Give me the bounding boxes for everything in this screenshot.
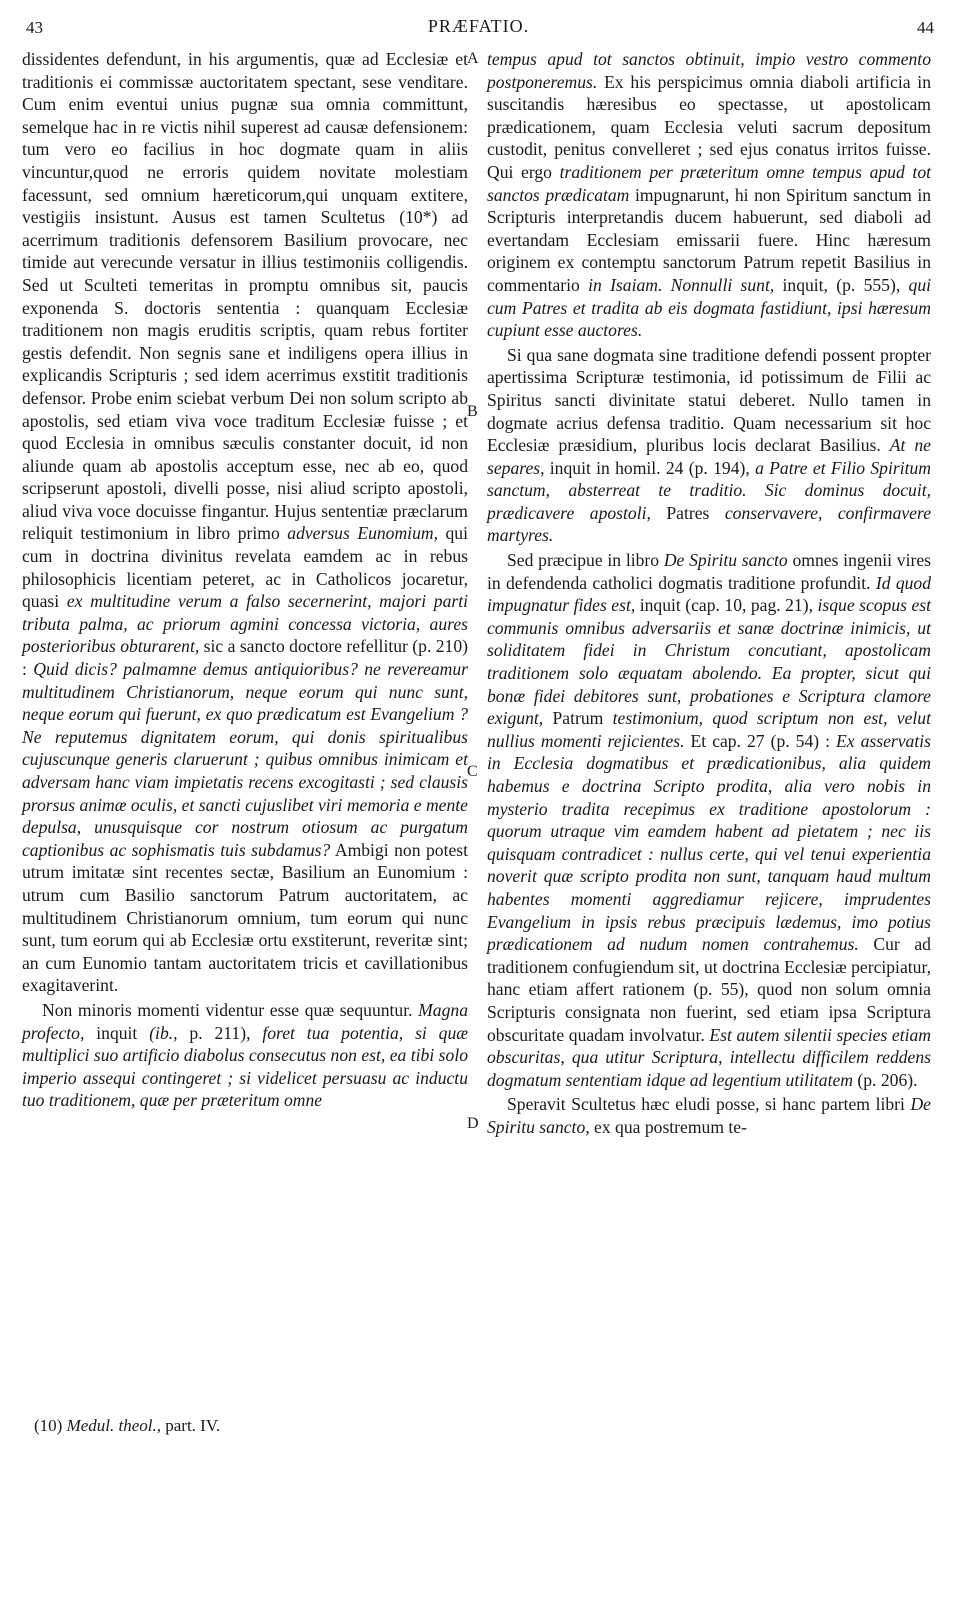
footnote-source: Medul. theol., xyxy=(66,1416,161,1435)
page-number-left: 43 xyxy=(26,18,43,37)
left-column xyxy=(22,48,468,1112)
footnote xyxy=(34,1416,220,1436)
margin-marker-b: B xyxy=(467,403,478,420)
right-paragraph-3: Sed præcipue in libro De Spiritu sancto omnes ingenii vires in defendenda catholici dogmatis traditione profundit. Id quod impugnatur fides est, inquit (cap. 10, pag. 21), isque scopus est communis omnibus adversariis et sanæ doctrinæ inimicis, ut soliditatem fidei in Christum concutiant, apostolicam traditionem solo æquatam abolendo. Ea propter, sicut qui bonæ fidei debitores sunt, probationes e Scriptura clamore exigunt, Patrum testimonium, quod scriptum non est, velut nullius momenti rejicientes. Et cap. 27 (p. 54) : Ex asservatis in Ecclesia dogmatibus et prædicationibus, alia quidem habemus e doctrina Scripto prodita, alia vero nobis in mysterio tradita recepimus ex traditione apostolorum : quorum utraque vim eamdem habent ad pietatem ; nec iis quisquam contradicet : nullus certe, qui vel tenui experientia noverit quæ scripto prodita non sunt, tanquam haud multum habentes momenti aggrediamur rejicere, imprudentes Evangelium in ipsis rebus præcipuis lædemus, imo potius prædicationem ad nudum nomen contrahemus. Cur ad traditionem confugiendum sit, ut doctrina Ecclesiæ percipiatur, hanc etiam affert rationem (p. 55), quod non solum omnia Scripturis consignata non fuerint, sed etiam ipsa Scriptura obscuritate quadam involvatur. Est autem silentii species etiam obscuritas, qua utitur Scriptura, intellectu difficilem reddens dogmatum sententiam idque ad legentium utilitatem (p. 206). xyxy=(487,550,932,1090)
margin-marker-d: D xyxy=(467,1115,479,1132)
page-number-right: 44 xyxy=(917,18,934,37)
running-head: PRÆFATIO. xyxy=(427,16,530,36)
footnote-text: part. IV. xyxy=(165,1416,221,1435)
right-column xyxy=(487,48,931,1139)
left-paragraph-2: Non minoris momenti videntur esse quæ sequuntur. Magna profecto, inquit (ib., p. 211), foret tua potentia, si quæ multiplici suo artificio diabolus consecutus non est, ea tibi solo imperio assequi contingeret ; si videlicet persuasu ac inductu tuo traditionem, quæ per præteritum omne xyxy=(22,999,469,1111)
margin-marker-a: A xyxy=(467,50,479,67)
margin-marker-c: C xyxy=(467,763,478,780)
right-paragraph-2: Si qua sane dogmata sine traditione defendi possent propter apertissima Scripturæ testimonia, id potissimum de Filii ac Spiritus sancti divinitate statui deberet. Nullo tamen in dogmate acrius defensa traditio. Quam necessarium sit hoc Ecclesiæ præsidium, pluribus locis declarat Basilius. At ne separes, inquit in homil. 24 (p. 194), a Patre et Filio Spiritum sanctum, absterreat te traditio. Sic dominus docuit, prædicavere apostoli, Patres conservavere, confirmavere martyres. xyxy=(487,344,931,546)
left-paragraph-1: dissidentes defendunt, in his argumentis, quæ ad Ecclesiæ et traditionis ei commissæ auctoritatem spectant, sese venditare. Cum enim eventui unius pugnæ sua omnia committunt, semelque hac in re victis nihil superest ad causæ defensionem: tum vero eo facilius in hoc dogmate quam in aliis vincuntur,quod ne erroris quidem novitate molestiam facessunt, sed omnium hæreticorum,qui unquam extitere, vestigiis insistunt. Ausus est tamen Scultetus (10*) ad acerrimum traditionis defensorem Basilium provocare, nec timide aut verecunde versatur in illius testimoniis colligendis. Sed ut Sculteti temeritas in promptu omnibus sit, paucis exponenda S. doctoris sententia : quanquam Ecclesiæ traditionem non magis eruditis scriptis, quam rebus fortiter gestis defendit. Non segnis sane et indiligens opera illius in explicandis Scripturis ; sed idem acerrimus exstitit traditionis defensor. Probe enim sciebat verbum Dei non solum scripto ab apostolis, sed etiam viva voce traditum Ecclesiæ fuisse ; et quod Ecclesia in omnibus sæculis constanter docuit, id non aliunde quam ab apostolis acceptum esse, nec ab eo, quod scripserunt apostoli, divelli posse, nisi aliud scripto apostoli, aliud viva voce docuisse fingantur. Hujus sententiæ præclarum reliquit testimonium in libro primo adversus Eunomium, qui cum in doctrina divinitus revelata eamdem ac in rebus philosophicis licentiam peteret, ac in Catholicos jocaretur, quasi ex multitudine verum a falso secernerint, majori parti tributa palma, ac priorum agmini concessa victoria, aures posterioribus obturarent, sic a sancto doctore refellitur (p. 210) : Quid dicis? palmamne demus antiquioribus? ne revereamur multitudinem Christianorum, neque eorum qui nunc sunt, neque eorum qui fuerunt, ex quo prædicatum est Evangelium ? Ne reputemus dignitatem eorum, qui donis spiritualibus cujuscunque generis claruerunt ; quibus omnibus inimicam et adversam hanc viam impietatis recens excogitasti ; sed clausis prorsus animæ oculis, et sancti cujuslibet viri memoria e mente depulsa, unusquisque cor nostrum otiosum ac purgatum captionibus ac sophismatis tuis subdamus? Ambigi non potest utrum imitatæ sint recentes sectæ, Basilium an Eunomium : utrum cum Basilio sanctorum Patrum auctoritatem, ac multitudinem Christianorum omnium, tum eorum qui nunc sunt, tum eorum qui ab Ecclesiæ ortu exstiterunt, reveritæ sint; an cum Eunomio tantam auctoritatem tricis et cavillationibus exagitaverint. xyxy=(22,49,468,996)
right-paragraph-4: Speravit Scultetus hæc eludi posse, si hanc partem libri De Spiritu sancto, ex qua postremum te- xyxy=(487,1094,931,1137)
right-paragraph-1: tempus apud tot sanctos obtinuit, impio vestro commento postponeremus. Ex his perspicimus omnia diaboli artificia in suscitandis hæresibus eo spectasse, ut apostolicam prædicationem, quam Ecclesia veluti sacrum depositum custodit, penitus convelleret ; sed ejus conatus irritos fuisse. Qui ergo traditionem per præteritum omne tempus apud tot sanctos prædicatam impugnarunt, hi non Spiritum sanctum in Scripturis interpretandis ducem habuerunt, sed diaboli ad evertandam Ecclesiam emissarii fuere. Hinc hæresum originem ex contemptu sanctorum Patrum repetit Basilius in commentario in Isaiam. Nonnulli sunt, inquit, (p. 555), qui cum Patres et tradita ab eis dogmata fastidiunt, ipsi hæresum cupiunt esse auctores. xyxy=(487,49,932,341)
footnote-number: (10) xyxy=(34,1416,63,1435)
